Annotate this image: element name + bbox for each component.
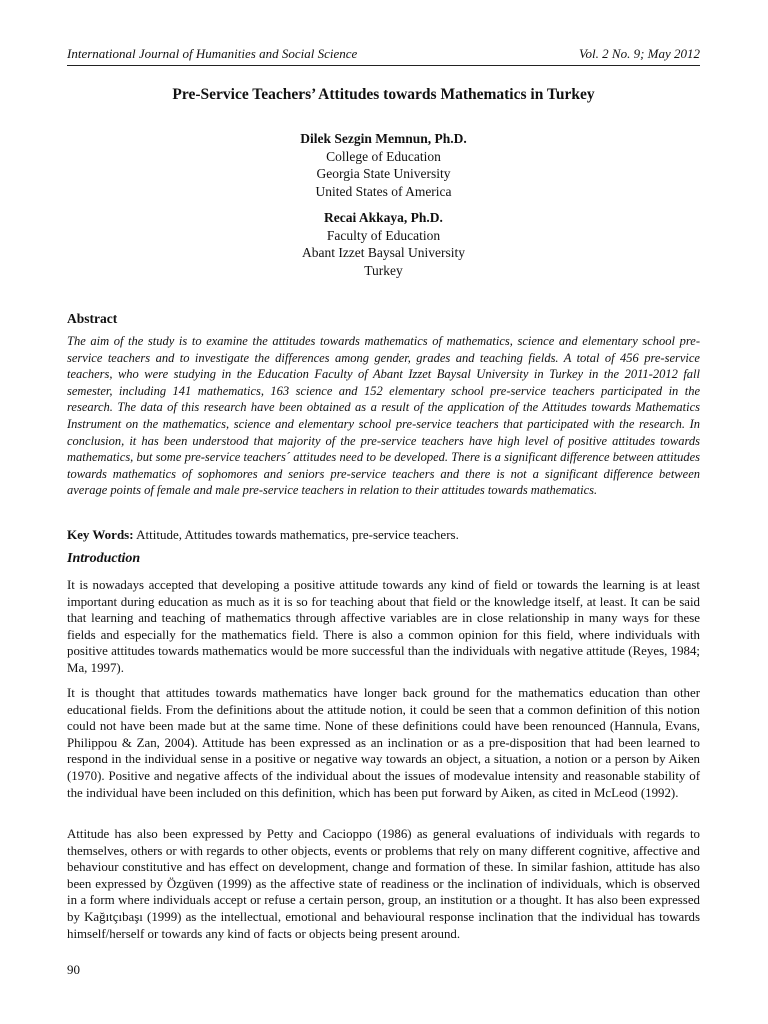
- body-paragraph: Attitude has also been expressed by Petty and Cacioppo (1986) as general evaluations of individuals with regards to themselves, others or with regards to other objects, events or problems that rely on many different cognitive, affective and behaviour constitutive and has effect on development, change and formation of these. In similar fashion, attitude has also been expressed by Özgüven (1999) as the affective state of readiness or the inclination of individuals, which is observed in a form where individuals accept or refuse a certain person, group, an institution or a thought. It has also been expressed by Kağıtçıbaşı (1999) as the intellectual, emotional and behavioural response inclination that the individual has towards himself/herself or towards any kind of facts or objects being present around.: [67, 827, 700, 941]
- author-country: United States of America: [315, 183, 452, 199]
- paper-page: [67, 0, 700, 1024]
- author-dept: College of Education: [326, 148, 441, 164]
- author-name: Recai Akkaya, Ph.D.: [324, 210, 443, 225]
- author-spacer: [67, 200, 700, 209]
- abstract-text: The aim of the study is to examine the attitudes towards mathematics of mathematics, science and elementary school pre-service teachers and to investigate the differences among gender, grades and teaching fields. A total of 456 pre-service teachers, who were studying in the Education Faculty of Abant Izzet Baysal University in Turkey in the 2011-2012 fall semester, including 141 mathematics, 163 science and 152 elementary school pre-service teachers participated in the research. The data of this research have been obtained as a result of the application of the Attitudes towards Mathematics Instrument on the mathematics, science and elementary school pre-service teachers that participated with the research. In conclusion, it has been understood that majority of the pre-service teachers have high level of positive attitudes towards mathematics, but some pre-service teachers´ attitudes need to be developed. There is a significant difference between attitudes towards mathematics of sophomores and seniors pre-service teachers and there is not a significant difference between average points of female and male pre-service teachers in relation to their attitudes towards mathematics.: [67, 334, 700, 498]
- keywords-text: Attitude, Attitudes towards mathematics, pre-service teachers.: [133, 527, 459, 542]
- keywords-line: [67, 527, 700, 543]
- header-rule: [67, 65, 700, 66]
- author-country: Turkey: [364, 262, 403, 278]
- body-paragraph: It is thought that attitudes towards mathematics have longer back ground for the mathematics education than other educational fields. From the definitions about the attitude notion, it could be seen that a common definition of this notion could not have been made but at the same time. None of these definitions could have been renounced (Hannula, Evans, Philippou & Zan, 2004). Attitude has been expressed as an inclination or as a pre-disposition that had been learned to respond in the individual sense in a positive or negative way towards an object, a situation, a notion or a person by Aiken (1970). Positive and negative affects of the individual about the issues of modevalue intensity and reasonable stability of the individual have been included on this definition, which has been put forward by Aiken, as cited in McLeod (1992).: [67, 686, 700, 800]
- issue-info: Vol. 2 No. 9; May 2012: [579, 46, 700, 61]
- author-dept: Faculty of Education: [326, 227, 441, 243]
- keywords-label: Key Words:: [67, 527, 134, 542]
- author-institution: Georgia State University: [316, 166, 451, 181]
- abstract-heading: Abstract: [67, 311, 118, 326]
- body-paragraph: It is nowadays accepted that developing a positive attitude towards any kind of field or towards the learning is at least important during education as much as it is so for teaching about that field or the knowledge itself, at least. It can be said that learning and teaching of mathematics through affective variables are in close relationship in many ways for these fields and especially for the mathematics field. There is also a common opinion for this field, where individuals with positive attitudes towards mathematics would be more successful than the individuals with negative attitude (Reyes, 1984; Ma, 1997).: [67, 578, 700, 675]
- running-header: [67, 46, 700, 64]
- journal-name: International Journal of Humanities and Social Science: [67, 46, 358, 61]
- author-name: Dilek Sezgin Memnun, Ph.D.: [300, 131, 467, 146]
- author-block: [67, 130, 700, 279]
- introduction-heading: Introduction: [67, 551, 141, 566]
- paper-title: Pre-Service Teachers’ Attitudes towards Mathematics in Turkey: [172, 86, 595, 103]
- page-number: 90: [67, 962, 80, 977]
- author-institution: Abant Izzet Baysal University: [301, 245, 466, 260]
